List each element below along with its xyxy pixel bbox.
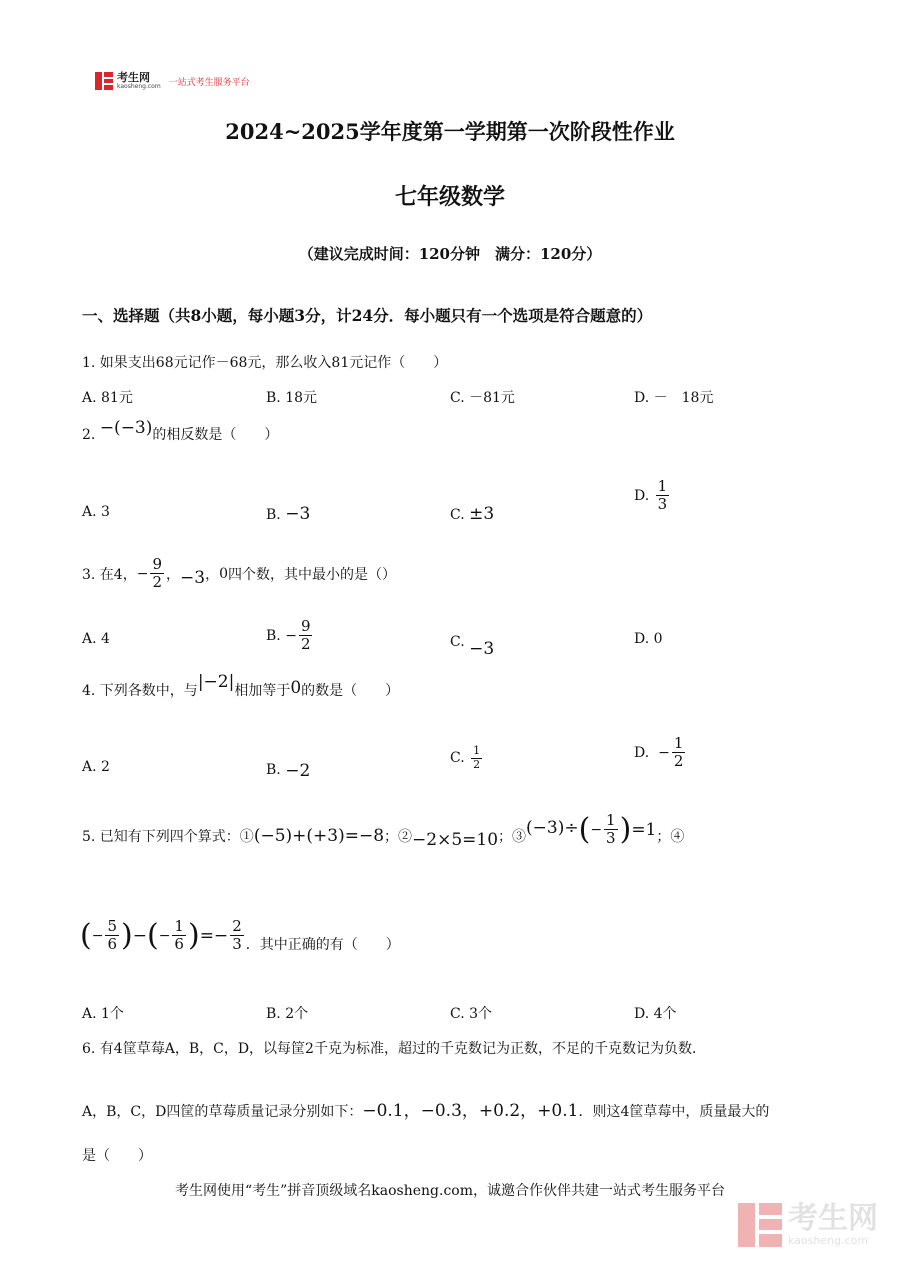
q2-option-c: C. ±3 bbox=[450, 504, 495, 524]
q6-line2: A，B，C，D四筐的草莓质量记录分别如下：−0.1，−0.3，+0.2，+0.1．则这4筐草莓中，质量最大的 bbox=[82, 1101, 770, 1121]
q2-expression: −(−3) bbox=[99, 418, 153, 438]
kaosheng-logo-icon bbox=[95, 72, 113, 90]
q2-stem bbox=[82, 418, 279, 444]
q3-stem: 3. 在4， − $\frac{9}{2}$ ， −3 ， 0 四个数，其中最小的是（） bbox=[82, 555, 396, 592]
q2-option-a: A. 3 bbox=[82, 504, 110, 520]
q2-option-c-value: ±3 bbox=[469, 504, 495, 524]
section-heading: 一、选择题（共8小题，每小题3分，计24分．每小题只有一个选项是符合题意的） bbox=[82, 306, 653, 325]
q6-line1: 6. 有4筐草莓A，B，C，D，以每筐2千克为标准，超过的千克数记为正数，不足的千克数记为负数． bbox=[82, 1041, 706, 1057]
q3-option-d: D. 0 bbox=[634, 631, 663, 647]
q4-stem: 4. 下列各数中，与|−2|相加等于0的数是（ ） bbox=[82, 672, 400, 699]
q1-option-b: B. 18元 bbox=[266, 390, 318, 406]
q2-option-d: D. $\frac{1}{3}$ bbox=[634, 477, 668, 514]
logo-name: 考生网 bbox=[117, 70, 150, 84]
q2-option-b: B. −3 bbox=[266, 504, 311, 524]
q1-option-c: C. －81元 bbox=[450, 390, 515, 406]
q6-line3: 是（ ） bbox=[82, 1148, 152, 1164]
q3-fraction: $\frac{9}{2}$ bbox=[152, 555, 162, 592]
logo-slogan: 一站式考生服务平台 bbox=[168, 77, 250, 88]
exam-title: 2024~2025学年度第一学期第一次阶段性作业 bbox=[225, 119, 675, 144]
exam-info: （建议完成时间：120分钟 满分：120分） bbox=[298, 245, 602, 263]
watermark-name: 考生网 bbox=[788, 1200, 878, 1236]
q1-option-d: D. － 18元 bbox=[634, 390, 714, 406]
logo-domain: kaosheng.com bbox=[117, 82, 161, 90]
q5-expr-3a: (−3)÷ bbox=[526, 817, 579, 838]
q4-option-d: D. − $\frac{1}{2}$ bbox=[634, 734, 684, 771]
q4-option-b: B. −2 bbox=[266, 761, 311, 781]
q5-option-d: D. 4个 bbox=[634, 1006, 677, 1022]
q4-option-a: A. 2 bbox=[82, 759, 110, 775]
watermark-logo bbox=[738, 1200, 878, 1247]
q2-stem-text: 的相反数是（ ） bbox=[152, 427, 279, 443]
q2-option-d-fraction: $\frac{1}{3}$ bbox=[657, 477, 668, 514]
q2-number: 2. bbox=[82, 427, 96, 443]
site-logo bbox=[95, 72, 250, 90]
q4-option-c: C. $\frac{1}{2}$ bbox=[450, 744, 481, 771]
q6-values: −0.1，−0.3，+0.2，+0.1 bbox=[362, 1101, 579, 1121]
watermark-domain: kaosheng.com bbox=[788, 1233, 869, 1247]
kaosheng-watermark-icon bbox=[738, 1203, 782, 1247]
q3-option-a: A. 4 bbox=[82, 631, 110, 647]
q3-option-b: B. − $\frac{9}{2}$ bbox=[266, 617, 311, 654]
q1-option-a: A. 81元 bbox=[82, 390, 133, 406]
exam-subject: 七年级数学 bbox=[394, 184, 505, 210]
q5-option-c: C. 3个 bbox=[450, 1006, 493, 1022]
q5-expr-2: −2×5=10 bbox=[412, 829, 499, 850]
q5-option-b: B. 2个 bbox=[266, 1006, 309, 1022]
q5-expr-4: ( − $\frac{5}{6}$ ) − ( − $\frac{1}{6}$ ) =− $\frac{2}{3}$ ．其中正确的有（ ） bbox=[80, 917, 400, 954]
q2-option-b-value: −3 bbox=[285, 504, 311, 524]
page-footer: 考生网使用“考生”拼音顶级域名kaosheng.com，诚邀合作伙伴共建一站式考生服务平台 bbox=[174, 1183, 726, 1199]
q5-stem: 5. 已知有下列四个算式：① (−5)+(+3)=−8 ；② −2×5=10 ；③ (−3)÷ ( − $\frac{1}{3}$ ) =1 ；④ bbox=[82, 811, 685, 850]
q5-option-a: A. 1个 bbox=[82, 1006, 124, 1022]
q5-expr-1: (−5)+(+3)=−8 bbox=[253, 825, 385, 846]
q4-abs: |−2| bbox=[197, 672, 235, 692]
q3-option-c: C. −3 bbox=[450, 634, 495, 659]
q1-stem: 1. 如果支出68元记作－68元，那么收入81元记作（ ） bbox=[82, 355, 448, 371]
